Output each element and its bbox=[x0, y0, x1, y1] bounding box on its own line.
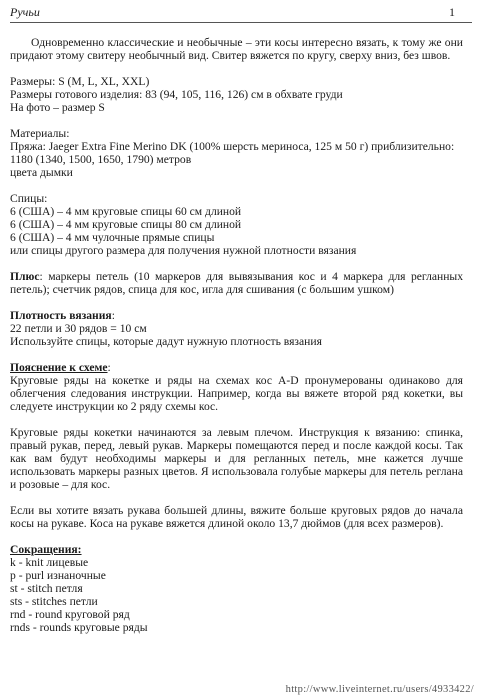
header-rule bbox=[10, 22, 472, 23]
intro-paragraph: Одновременно классические и необычные – эти косы интересно вязать, к тому же они придают этому свитеру необычный вид. Свитер вяжется по кругу, сверху вниз, без швов. bbox=[10, 36, 463, 62]
abbreviations-heading: Сокращения: bbox=[10, 543, 82, 556]
needle-item: 6 (США) – 4 мм круговые спицы 80 см длиной bbox=[10, 218, 242, 231]
finished-sizes-line: Размеры готового изделия: 83 (94, 105, 116, 126) см в обхвате груди bbox=[10, 88, 343, 101]
abbreviation-item: rnd - round круговой ряд bbox=[10, 608, 130, 621]
gauge-colon: : bbox=[111, 309, 115, 322]
abbreviation-item: sts - stitches петли bbox=[10, 595, 98, 608]
gauge-heading: Плотность вязания bbox=[10, 309, 112, 322]
needles-heading: Спицы: bbox=[10, 192, 48, 205]
abbreviation-item: k - knit лицевые bbox=[10, 556, 89, 569]
needle-item: 6 (США) – 4 мм чулочные прямые спицы bbox=[10, 231, 215, 244]
explanation-paragraph-2: Круговые ряды кокетки начинаются за левым плечом. Инструкция к вязанию: спинка, правый рукав, перед, левый рукав. Маркеры помещаются перед и после каждой косы. Так как вам будут необходимы маркеры и для регланных петель, мне кажется лучше использовать маркеры разных цветов. Я использовала голубые маркеры для петель реглана и розовые – для кос. bbox=[10, 426, 463, 491]
plus-label: Плюс bbox=[10, 270, 40, 283]
needle-item: 6 (США) – 4 мм круговые спицы 60 см длиной bbox=[10, 205, 242, 218]
explanation-heading-line bbox=[10, 361, 463, 374]
needle-item: или спицы другого размера для получения нужной плотности вязания bbox=[10, 244, 357, 257]
document-title: Ручьи bbox=[10, 5, 40, 19]
explanation-colon: : bbox=[107, 361, 111, 374]
abbreviation-item: st - stitch петля bbox=[10, 582, 83, 595]
gauge-line: 22 петли и 30 рядов = 10 см bbox=[10, 322, 147, 335]
page-number: 1 bbox=[449, 5, 455, 19]
abbreviation-item: rnds - rounds круговые ряды bbox=[10, 621, 148, 634]
yarn-color-line: цвета дымки bbox=[10, 166, 73, 179]
watermark-url: http://www.liveinternet.ru/users/4933422/ bbox=[285, 684, 474, 695]
gauge-heading-line bbox=[10, 309, 463, 322]
materials-heading: Материалы: bbox=[10, 127, 70, 140]
plus-paragraph bbox=[10, 270, 463, 296]
gauge-note: Используйте спицы, которые дадут нужную плотность вязания bbox=[10, 335, 322, 348]
sizes-line: Размеры: S (M, L, XL, XXL) bbox=[10, 75, 150, 88]
explanation-paragraph-1: Круговые ряды на кокетке и ряды на схемах кос A-D пронумерованы одинаково для облегчения следования инструкции. Например, когда вы вяжете второй ряд кокетки, вы следуете инструкции ко 2 ряду схемы кос. bbox=[10, 374, 463, 413]
explanation-heading: Пояснение к схеме bbox=[10, 361, 108, 374]
page-body bbox=[10, 36, 463, 634]
abbreviation-item: p - purl изнаночные bbox=[10, 569, 106, 582]
photo-size-line: На фото – размер S bbox=[10, 101, 105, 114]
explanation-paragraph-3: Если вы хотите вязать рукава большей длины, вяжите больше круговых рядов до начала косы на рукаве. Коса на рукаве вяжется длиной около 13,7 дюймов (для всех размеров). bbox=[10, 504, 463, 530]
page-header bbox=[10, 2, 472, 20]
yarn-line: Пряжа: Jaeger Extra Fine Merino DK (100% шерсть мериноса, 125 м 50 г) приблизительно: 1180 (1340, 1500, 1650, 1790) метров bbox=[10, 140, 455, 166]
plus-text: : маркеры петель (10 маркеров для вывязывания кос и 4 маркера для регланных петель); счетчик рядов, спица для кос, игла для сшивания (с большим ушком) bbox=[10, 270, 463, 296]
